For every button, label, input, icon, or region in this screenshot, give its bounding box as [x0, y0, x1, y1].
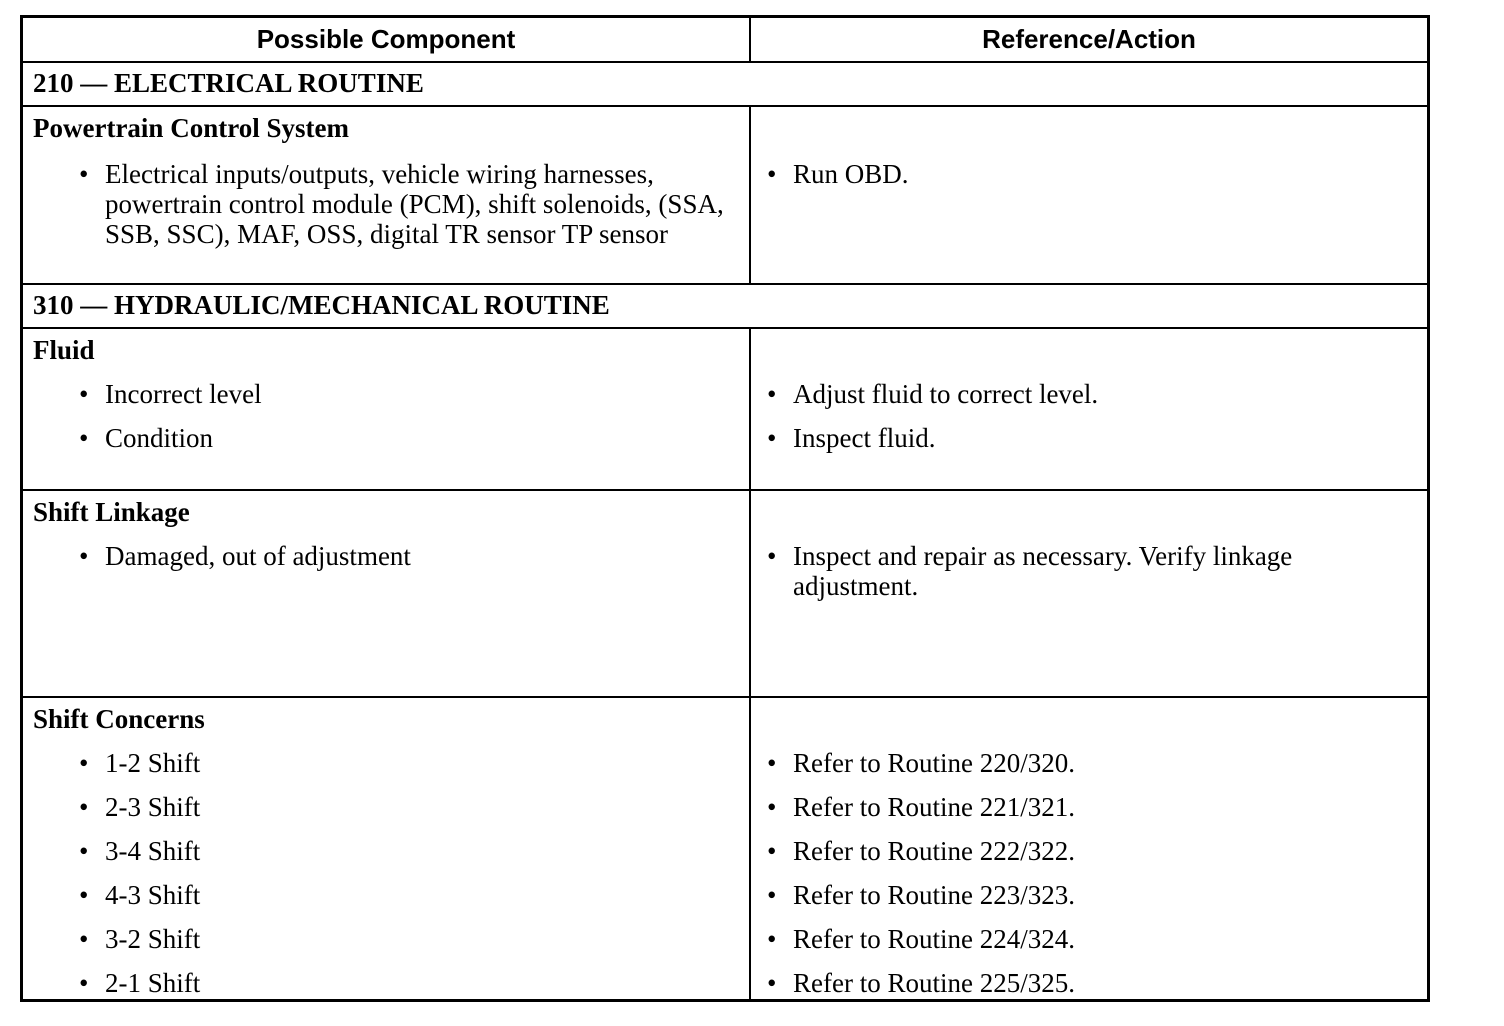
list-item [79, 423, 725, 453]
list-item [767, 541, 1423, 601]
section-row-310 [23, 285, 1427, 329]
bullet-icon: • [79, 792, 89, 822]
group-row-concerns [23, 698, 1427, 999]
section-title-310: 310 — HYDRAULIC/MECHANICAL ROUTINE [33, 290, 610, 320]
column-header-reference-action: Reference/Action [982, 24, 1196, 54]
group-row-fluid [23, 329, 1427, 491]
list-item [79, 748, 725, 778]
list-item [767, 924, 1423, 954]
group-title-fluid: Fluid [33, 335, 95, 365]
list-item [767, 748, 1423, 778]
action-text: Refer to Routine 221/321. [793, 792, 1075, 822]
list-item [79, 924, 725, 954]
component-text: Electrical inputs/outputs, vehicle wiring harnesses, powertrain control module (PCM), shift solenoids, (SSA, SSB, SSC), MAF, OSS, digital TR sensor TP sensor [105, 159, 724, 249]
action-text: Inspect and repair as necessary. Verify linkage adjustment. [793, 541, 1293, 601]
list-item [767, 836, 1423, 866]
bullet-icon: • [79, 423, 89, 453]
component-text: 2-3 Shift [105, 792, 201, 822]
group-row-powertrain [23, 107, 1427, 285]
bullet-icon: • [79, 924, 89, 954]
list-item [79, 541, 725, 571]
action-text: Refer to Routine 220/320. [793, 748, 1075, 778]
action-text: Run OBD. [793, 159, 909, 189]
bullet-icon: • [79, 379, 89, 409]
bullet-icon: • [767, 924, 777, 954]
section-title-210: 210 — ELECTRICAL ROUTINE [33, 68, 424, 98]
list-item [79, 836, 725, 866]
bullet-icon: • [79, 968, 89, 998]
linkage-component-cell [23, 491, 751, 696]
header-cell-component [23, 18, 751, 61]
bullet-icon: • [79, 541, 89, 571]
bullet-icon: • [767, 836, 777, 866]
bullet-icon: • [767, 159, 777, 189]
list-item [79, 880, 725, 910]
list-item [767, 423, 1423, 453]
component-text: 3-4 Shift [105, 836, 201, 866]
bullet-icon: • [767, 379, 777, 409]
action-text: Refer to Routine 224/324. [793, 924, 1075, 954]
component-text: 2-1 Shift [105, 968, 201, 998]
component-text: 1-2 Shift [105, 748, 201, 778]
bullet-icon: • [767, 792, 777, 822]
bullet-icon: • [767, 968, 777, 998]
component-text: Condition [105, 423, 214, 453]
list-item [79, 792, 725, 822]
group-title-linkage: Shift Linkage [33, 497, 190, 527]
action-text: Inspect fluid. [793, 423, 936, 453]
bullet-icon: • [767, 748, 777, 778]
concerns-component-cell [23, 698, 751, 999]
section-row-210 [23, 63, 1427, 107]
column-header-possible-component: Possible Component [256, 24, 516, 54]
group-title-powertrain: Powertrain Control System [33, 113, 349, 143]
list-item [79, 968, 725, 998]
list-item [767, 379, 1423, 409]
component-text: 4-3 Shift [105, 880, 201, 910]
bullet-icon: • [79, 748, 89, 778]
bullet-icon: • [79, 159, 89, 189]
powertrain-component-cell [23, 107, 751, 283]
header-cell-action [751, 18, 1427, 61]
powertrain-action-cell [751, 107, 1427, 283]
action-text: Refer to Routine 225/325. [793, 968, 1075, 998]
component-text: Damaged, out of adjustment [105, 541, 411, 571]
list-item [767, 792, 1423, 822]
group-title-concerns: Shift Concerns [33, 704, 205, 734]
bullet-icon: • [79, 880, 89, 910]
bullet-icon: • [767, 541, 777, 571]
action-text: Adjust fluid to correct level. [793, 379, 1099, 409]
list-item [767, 968, 1423, 998]
list-item [79, 159, 725, 249]
list-item [79, 379, 725, 409]
action-text: Refer to Routine 223/323. [793, 880, 1075, 910]
diagnostic-table [20, 15, 1430, 1002]
list-item [767, 159, 1423, 189]
fluid-component-cell [23, 329, 751, 489]
group-row-linkage [23, 491, 1427, 698]
fluid-action-cell [751, 329, 1427, 489]
list-item [767, 880, 1423, 910]
bullet-icon: • [767, 423, 777, 453]
component-text: 3-2 Shift [105, 924, 201, 954]
table-header-row [23, 18, 1427, 63]
concerns-action-cell [751, 698, 1427, 999]
bullet-icon: • [79, 836, 89, 866]
bullet-icon: • [767, 880, 777, 910]
linkage-action-cell [751, 491, 1427, 696]
component-text: Incorrect level [105, 379, 262, 409]
action-text: Refer to Routine 222/322. [793, 836, 1075, 866]
